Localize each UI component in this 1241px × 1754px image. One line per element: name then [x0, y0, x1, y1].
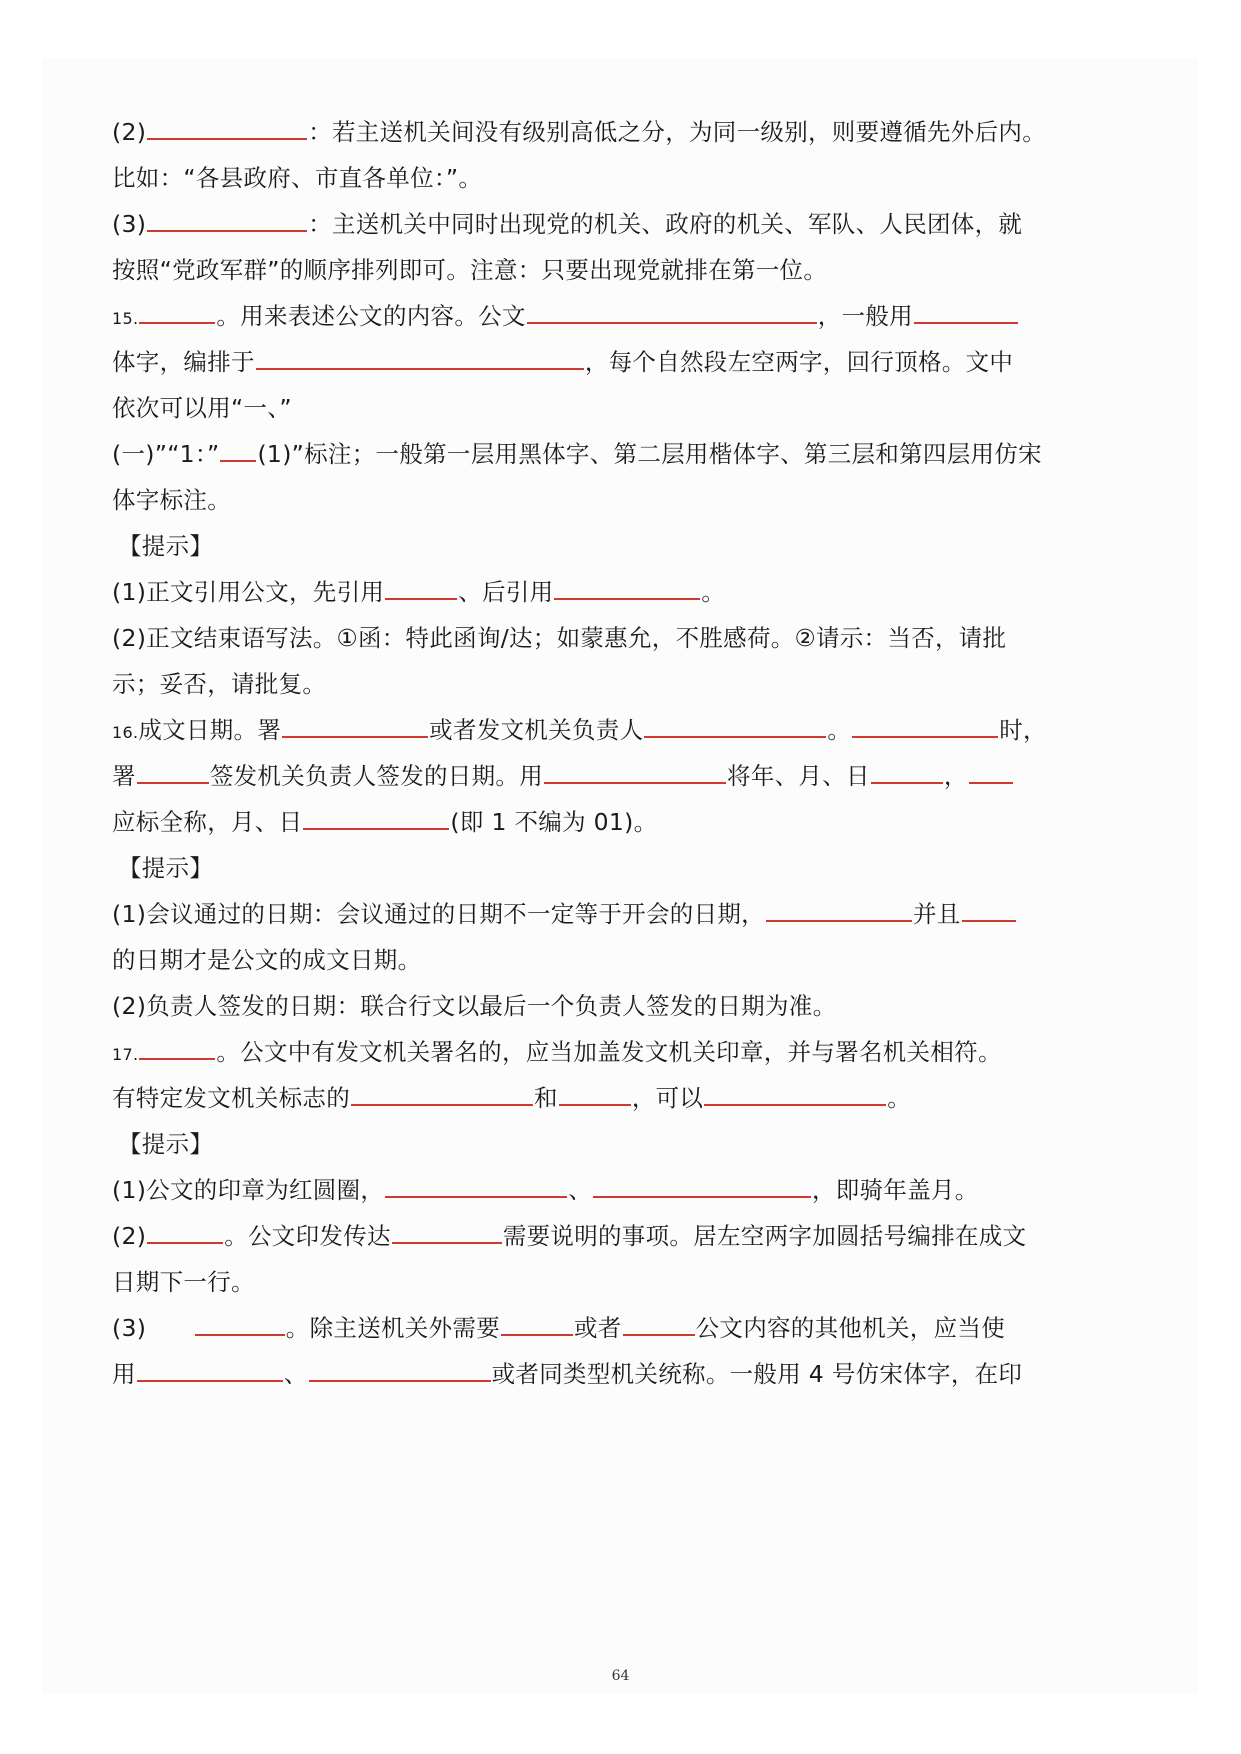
text-segment: 依次可以用“一、” [112, 394, 292, 422]
text-segment: ，每个自然段左空两字，回行顶格。文中 [584, 348, 1014, 376]
text-line [112, 480, 231, 520]
text-segment: ，可以 [631, 1084, 704, 1112]
text-segment: (2)正文结束语写法。①函：特此函询/达；如蒙惠允，不胜感荷。②请示：当否，请批 [112, 624, 1007, 652]
text-segment: 比如：“各县政府、市直各单位：”。 [112, 164, 483, 192]
fill-in-blank[interactable] [139, 1032, 215, 1060]
text-line [112, 1170, 979, 1210]
text-segment: 的日期才是公文的成文日期。 [112, 946, 422, 974]
text-line [112, 296, 1019, 336]
fill-in-blank[interactable] [137, 756, 209, 784]
text-segment: 应标全称，月、日 [112, 808, 303, 836]
text-segment: (一)”“1：” [112, 440, 220, 468]
text-segment: (3) [112, 1314, 194, 1342]
text-segment: ：若主送机关间没有级别高低之分，为同一级别，则要遵循先外后内。 [308, 118, 1047, 146]
fill-in-blank[interactable] [766, 894, 912, 922]
text-segment: 体字标注。 [112, 486, 231, 514]
text-line [112, 940, 421, 980]
fill-in-blank[interactable] [147, 204, 307, 232]
fill-in-blank[interactable] [544, 756, 726, 784]
text-segment: 日期下一行。 [112, 1268, 255, 1296]
text-segment: 体字，编排于 [112, 348, 255, 376]
text-segment: 公文内容的其他机关，应当使 [695, 1314, 1006, 1342]
text-segment: 或者发文机关负责人 [429, 716, 644, 744]
text-line [112, 1262, 255, 1302]
text-line [112, 1078, 911, 1118]
item-number: 15. [112, 309, 139, 328]
text-segment: (2) [112, 118, 147, 146]
fill-in-blank[interactable] [644, 710, 826, 738]
text-segment: 成文日期。署 [138, 716, 282, 744]
fill-in-blank[interactable] [852, 710, 998, 738]
fill-in-blank[interactable] [137, 1354, 283, 1382]
page-number: 64 [611, 1668, 630, 1684]
text-line [112, 802, 657, 842]
text-line [112, 1354, 1022, 1394]
text-segment: 示；妥否，请批复。 [112, 670, 327, 698]
text-line [112, 158, 482, 198]
fill-in-blank[interactable] [256, 342, 584, 370]
fill-in-blank[interactable] [220, 434, 256, 462]
text-segment: 或者同类型机关统称。一般用 4 号仿宋体字，在印 [491, 1360, 1023, 1388]
text-segment: 。除主送机关外需要 [285, 1314, 500, 1342]
fill-in-blank[interactable] [385, 572, 457, 600]
text-segment: (1)”标注；一般第一层用黑体字、第二层用楷体字、第三层和第四层用仿宋 [257, 440, 1042, 468]
text-segment: 需要说明的事项。居左空两字加圆括号编排在成文 [502, 1222, 1027, 1250]
fill-in-blank[interactable] [623, 1308, 695, 1336]
text-segment: 按照“党政军群”的顺序排列即可。注意：只要出现党就排在第一位。 [112, 256, 828, 284]
text-line [112, 986, 836, 1026]
fill-in-blank[interactable] [351, 1078, 533, 1106]
fill-in-blank[interactable] [501, 1308, 573, 1336]
fill-in-blank[interactable] [527, 296, 817, 324]
text-segment: (1)正文引用公文，先引用 [112, 578, 385, 606]
text-segment: 、后引用 [458, 578, 554, 606]
hint-heading [118, 848, 213, 888]
text-segment: 签发机关负责人签发的日期。用 [209, 762, 544, 790]
text-segment: 有特定发文机关标志的 [112, 1084, 350, 1112]
text-line [112, 204, 1022, 244]
fill-in-blank[interactable] [871, 756, 943, 784]
text-segment: 将年、月、日 [727, 762, 870, 790]
fill-in-blank[interactable] [392, 1216, 502, 1244]
text-segment: 。公文中有发文机关署名的，应当加盖发文机关印章，并与署名机关相符。 [216, 1038, 1002, 1066]
text-segment: (1)会议通过的日期：会议通过的日期不一定等于开会的日期， [112, 900, 765, 928]
text-line [112, 112, 1046, 152]
text-segment: 、 [568, 1176, 592, 1204]
text-line [112, 1308, 1005, 1348]
fill-in-blank[interactable] [282, 710, 428, 738]
hint-heading [118, 526, 213, 566]
text-line [112, 388, 292, 428]
text-segment: ，一般用 [817, 302, 913, 330]
text-segment: 。 [701, 578, 726, 606]
item-number: 16. [112, 723, 139, 742]
fill-in-blank[interactable] [195, 1308, 285, 1336]
fill-in-blank[interactable] [969, 756, 1013, 784]
text-segment: (2)负责人签发的日期：联合行文以最后一个负责人签发的日期为准。 [112, 992, 837, 1020]
text-line [112, 664, 326, 704]
fill-in-blank[interactable] [593, 1170, 811, 1198]
text-line [112, 572, 725, 612]
fill-in-blank[interactable] [962, 894, 1016, 922]
text-line [112, 1032, 1002, 1072]
text-segment: 【提示】 [118, 854, 214, 882]
text-segment: 和 [534, 1084, 558, 1112]
fill-in-blank[interactable] [139, 296, 215, 324]
hint-heading [118, 1124, 213, 1164]
fill-in-blank[interactable] [309, 1354, 491, 1382]
text-segment: (1)公文的印章为红圆圈， [112, 1176, 385, 1204]
fill-in-blank[interactable] [147, 112, 307, 140]
text-line [112, 434, 1042, 474]
text-segment: 用 [112, 1360, 136, 1388]
text-line [112, 756, 1014, 796]
text-segment: (3) [112, 210, 147, 238]
item-number: 17. [112, 1045, 139, 1064]
text-segment: 【提示】 [118, 1130, 214, 1158]
text-segment: (2) [112, 1222, 147, 1250]
fill-in-blank[interactable] [147, 1216, 223, 1244]
text-segment: ：主送机关中同时出现党的机关、政府的机关、军队、人民团体，就 [308, 210, 1023, 238]
text-segment: 、 [283, 1360, 308, 1388]
text-line [112, 1216, 1026, 1256]
fill-in-blank[interactable] [704, 1078, 886, 1106]
text-line [112, 618, 1006, 658]
text-segment: 并且 [913, 900, 961, 928]
text-segment: (即 1 不编为 01)。 [450, 808, 658, 836]
text-segment: 时， [999, 716, 1047, 744]
text-line [112, 250, 827, 290]
text-segment: ， [943, 762, 968, 790]
text-segment: 或者 [574, 1314, 622, 1342]
text-line [112, 710, 1047, 750]
text-segment: 【提示】 [118, 532, 214, 560]
text-segment: 署 [112, 762, 136, 790]
text-segment: 。用来表述公文的内容。公文 [216, 302, 526, 330]
text-segment: 。 [827, 716, 852, 744]
text-line [112, 894, 1017, 934]
fill-in-blank[interactable] [559, 1078, 631, 1106]
fill-in-blank[interactable] [554, 572, 700, 600]
text-segment: 。公文印发传达 [224, 1222, 391, 1250]
text-segment: ，即骑年盖月。 [812, 1176, 979, 1204]
text-line [112, 342, 1013, 382]
fill-in-blank[interactable] [385, 1170, 567, 1198]
fill-in-blank[interactable] [914, 296, 1018, 324]
fill-in-blank[interactable] [303, 802, 449, 830]
text-segment: 。 [887, 1084, 912, 1112]
